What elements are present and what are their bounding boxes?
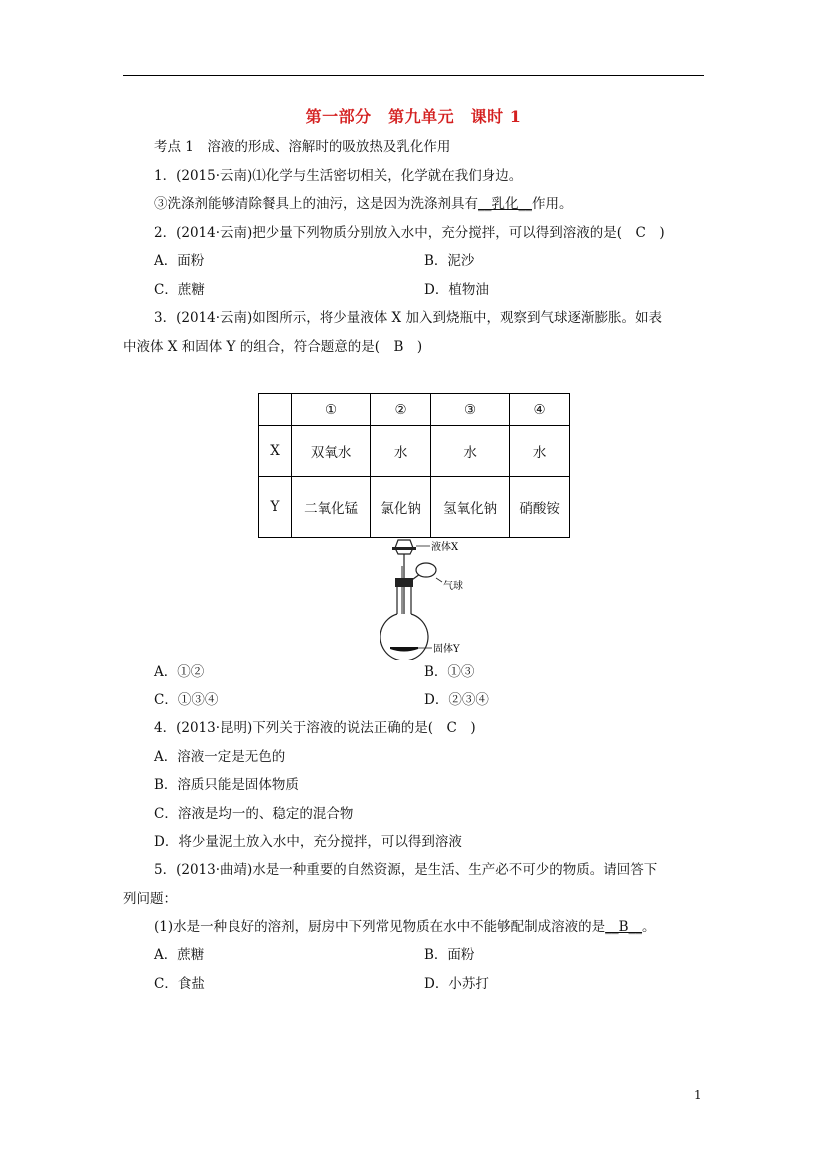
table-cell: 水 [371,426,431,477]
q4-option-d: D．将少量泥土放入水中，充分搅拌，可以得到溶液 [154,834,462,850]
flask-apparatus-figure [380,536,490,660]
q3-table [258,393,570,538]
leader-balloon [436,578,442,582]
q4-option-a: A．溶液一定是无色的 [154,749,286,765]
q5-stem-line1: 5．(2013·曲靖)水是一种重要的自然资源，是生活、生产必不可少的物质。请回答下 [154,862,658,878]
q5-option-c: C．食盐 [154,976,205,992]
table-row [259,477,570,538]
q1-sub-tail: 作用。 [532,196,573,212]
q5-sub-text: (1)水是一种良好的溶剂，厨房中下列常见物质在水中不能够配制成溶液的是 [154,919,606,935]
q5-sub [154,918,656,936]
q5-option-b: B．面粉 [424,947,475,963]
label-solid-y: 固体Y [433,644,460,655]
balloon [416,563,436,577]
q5-stem-line2: 列问题： [123,891,177,907]
q5-sub-tail: 。 [642,919,656,935]
table-cell: 硝酸铵 [510,477,570,538]
funnel-stopcock [392,547,416,550]
q2-option-b: B．泥沙 [424,253,475,269]
q1-stem: 1．(2015·云南)⑴化学与生活密切相关，化学就在我们身边。 [154,168,523,184]
q3-option-b: B．①③ [424,664,475,680]
q1-sub [154,195,573,213]
label-balloon: 气球 [443,581,463,592]
table-cell [259,394,292,426]
q2-option-c: C．蔗糖 [154,282,205,298]
page-number: 1 [694,1088,702,1102]
table-row [259,426,570,477]
q4-option-c: C．溶液是均一的、稳定的混合物 [154,806,354,822]
q2-option-d: D．植物油 [424,282,489,298]
section-label: 考点 1 溶液的形成、溶解时的吸放热及乳化作用 [154,139,451,155]
label-liquid-x: 液体X [431,542,459,553]
q4-stem: 4．(2013·昆明)下列关于溶液的说法正确的是( C ) [154,720,476,736]
table-cell: 氯化钠 [371,477,431,538]
table-cell: 氢氧化钠 [430,477,509,538]
q1-answer: __乳化__ [478,196,532,212]
q5-answer: __B__ [605,919,643,935]
q2-option-a: A．面粉 [154,253,205,269]
table-cell: 双氧水 [292,426,371,477]
q3-stem-line1: 3．(2014·云南)如图所示，将少量液体 X 加入到烧瓶中，观察到气球逐渐膨胀。如表 [154,310,662,326]
flask-bulb [380,614,428,660]
q5-option-d: D．小苏打 [424,976,489,992]
q1-sub-text: ③洗涤剂能够清除餐具上的油污，这是因为洗涤剂具有 [154,196,478,212]
table-cell: 水 [430,426,509,477]
rubber-stopper [395,578,413,587]
page-title: 第一部分 第九单元 课时 1 [305,107,522,126]
q3-option-d: D．②③④ [424,692,489,708]
table-cell: ③ [430,394,509,426]
q5-option-a: A．蔗糖 [154,947,205,963]
table-cell: Y [259,477,292,538]
table-cell: ② [371,394,431,426]
q3-option-a: A．①② [154,664,205,680]
table-cell: 水 [510,426,570,477]
q2-stem: 2．(2014·云南)把少量下列物质分别放入水中，充分搅拌，可以得到溶液的是( C ) [154,225,665,241]
q3-stem-line2: 中液体 X 和固体 Y 的组合，符合题意的是( B ) [123,339,423,355]
table-header-row [259,394,570,426]
table-cell: 二氧化锰 [292,477,371,538]
q3-option-c: C．①③④ [154,692,219,708]
header-rule [123,75,704,76]
table-cell: X [259,426,292,477]
table-cell: ④ [510,394,570,426]
q4-option-b: B．溶质只能是固体物质 [154,777,299,793]
table-cell: ① [292,394,371,426]
